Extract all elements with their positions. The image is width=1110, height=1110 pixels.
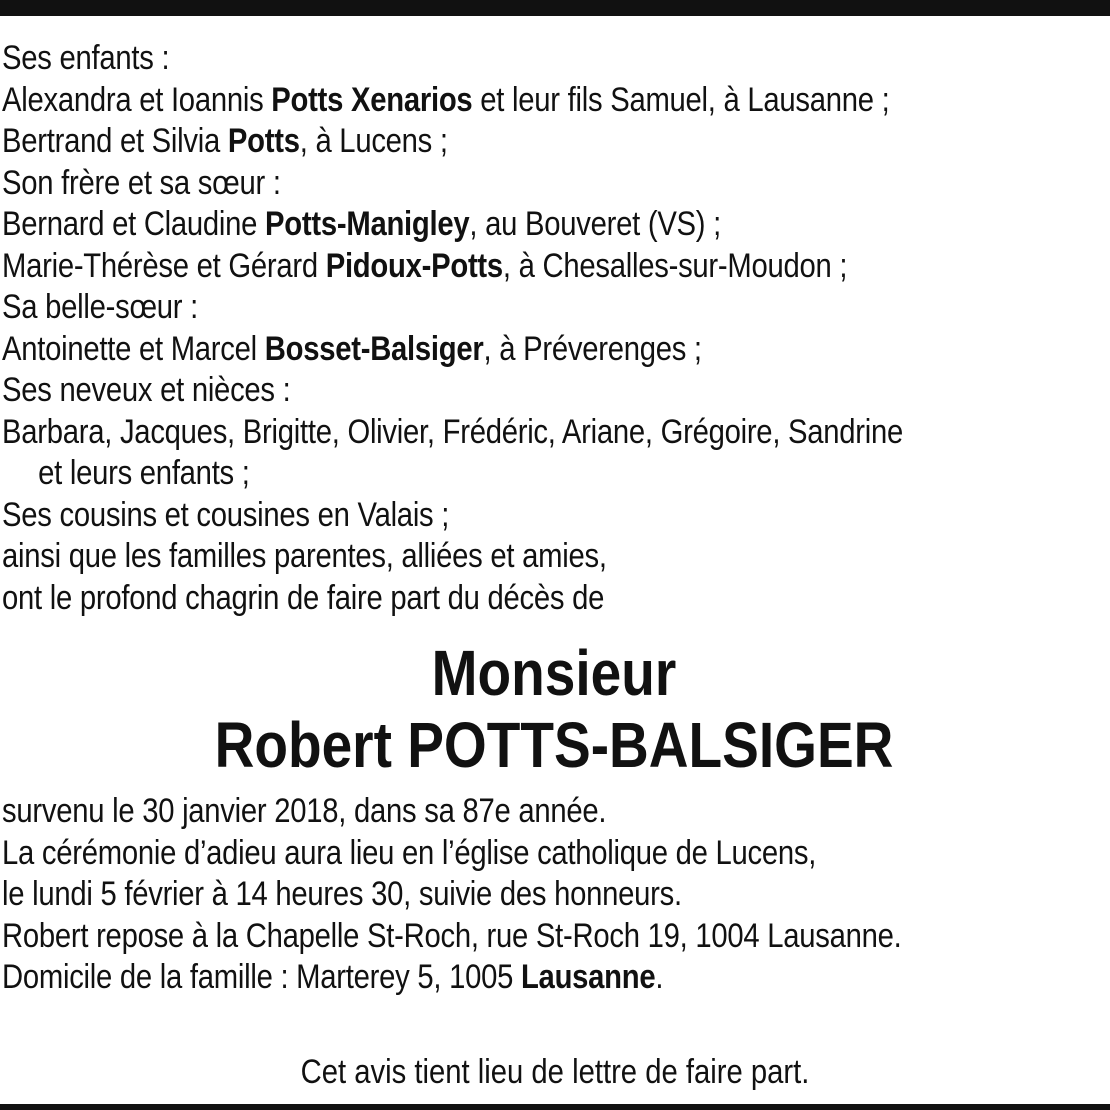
ceremony-line-2: le lundi 5 février à 14 heures 30, suivie des honneurs.	[2, 875, 682, 913]
family-line-child-1: Alexandra et Ioannis Potts Xenarios et leur fils Samuel, à Lausanne ;	[2, 80, 890, 119]
family-surname: Pidoux-Potts	[325, 246, 503, 285]
family-surname: Potts	[227, 122, 300, 160]
obituary-notice	[2, 38, 1106, 999]
cousins-line: Ses cousins et cousines en Valais ;	[2, 495, 450, 534]
footer-note: Cet avis tient lieu de lettre de faire part.	[300, 1053, 810, 1091]
ceremony-line-1: La cérémonie d’adieu aura lieu en l’église catholique de Lucens,	[2, 833, 817, 872]
family-surname: Potts-Manigley	[265, 205, 470, 243]
deceased-name-block	[2, 637, 1106, 781]
children-heading: Ses enfants :	[2, 39, 170, 77]
family-line-inlaw-1: Antoinette et Marcel Bosset-Balsiger, à Préverenges ;	[2, 329, 702, 368]
top-border-rule	[0, 0, 1110, 16]
nephews-names-continued: et leurs enfants ;	[38, 454, 250, 492]
nephews-heading: Ses neveux et nièces :	[2, 371, 291, 409]
family-line-child-2: Bertrand et Silvia Potts, à Lucens ;	[2, 122, 448, 160]
deceased-name: Robert POTTS-BALSIGER	[214, 709, 894, 781]
death-date-line: survenu le 30 janvier 2018, dans sa 87e année.	[2, 792, 607, 830]
family-line-sibling-1: Bernard et Claudine Potts-Manigley, au Bouveret (VS) ;	[2, 205, 722, 243]
siblings-heading: Son frère et sa sœur :	[2, 163, 281, 202]
bottom-border-rule	[0, 1104, 1110, 1110]
family-surname: Bosset-Balsiger	[264, 329, 484, 368]
domicile-city: Lausanne	[520, 958, 656, 996]
families-line: ainsi que les familles parentes, alliées et amies,	[2, 537, 607, 575]
nephews-names: Barbara, Jacques, Brigitte, Olivier, Frédéric, Ariane, Grégoire, Sandrine	[2, 412, 904, 451]
announcement-line: ont le profond chagrin de faire part du décès de	[2, 578, 605, 617]
resting-place-line: Robert repose à la Chapelle St-Roch, rue St-Roch 19, 1004 Lausanne.	[2, 916, 902, 955]
family-line-sibling-2: Marie-Thérèse et Gérard Pidoux-Potts, à Chesalles-sur-Moudon ;	[2, 246, 848, 285]
deceased-title: Monsieur	[431, 637, 677, 709]
family-surname: Potts Xenarios	[271, 80, 473, 119]
domicile-line: Domicile de la famille : Marterey 5, 1005 Lausanne.	[2, 958, 664, 996]
inlaw-heading: Sa belle-sœur :	[2, 288, 198, 326]
